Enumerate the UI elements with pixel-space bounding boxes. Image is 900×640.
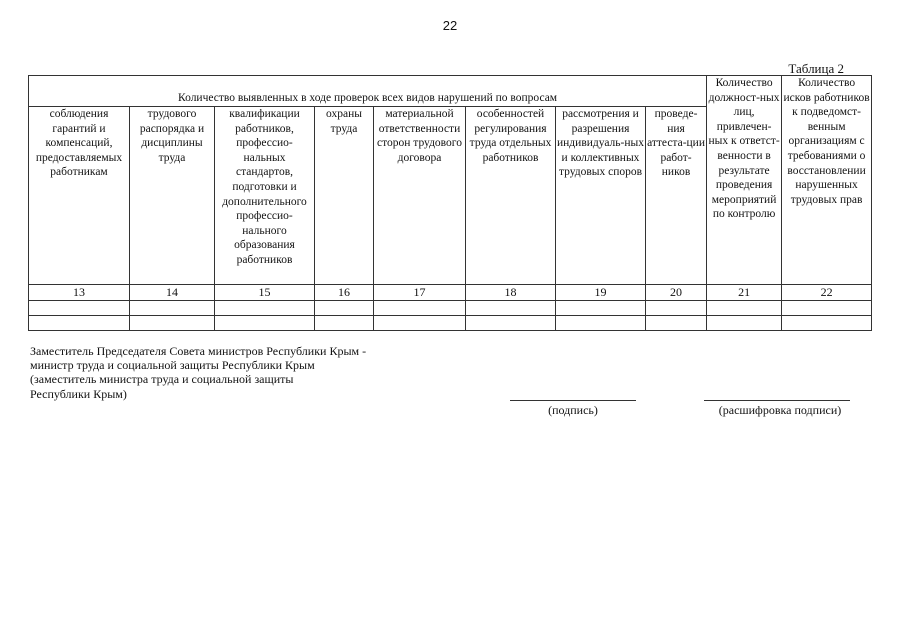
signatory-line: Заместитель Председателя Совета министров Республики Крым - [30,344,367,358]
empty-cell [556,300,646,315]
empty-cell [374,300,466,315]
empty-cell [556,315,646,330]
column-header-22: Количество исков работников к подведомст-венным организациям с требованиями о восстановлении нарушенных трудовых прав [782,76,872,285]
column-number: 19 [556,285,646,301]
column-number: 22 [782,285,872,301]
signatory-block [30,344,366,401]
empty-cell [130,300,215,315]
empty-cell [466,315,556,330]
page-number: 22 [442,18,458,33]
signatory-line: (заместитель министра труда и социальной защиты [30,372,294,387]
column-number-row [29,285,872,301]
empty-cell [782,315,872,330]
column-number: 18 [466,285,556,301]
column-number: 21 [707,285,782,301]
column-header-17: материальной ответственности сторон трудового договора [374,107,466,285]
empty-cell [707,300,782,315]
column-header-21: Количество должност-ных лиц, привлечен-ных к ответст-венности в результате проведения мероприятий по контролю [707,76,782,285]
column-number: 13 [29,285,130,301]
empty-cell [374,315,466,330]
empty-cell [646,315,707,330]
signature-line [510,400,636,401]
group-header: Количество выявленных в ходе проверок всех видов нарушений по вопросам [29,76,707,107]
empty-cell [646,300,707,315]
empty-cell [782,300,872,315]
column-number: 20 [646,285,707,301]
column-header-16: охраны труда [315,107,374,285]
column-header-18: особенностей регулирования труда отдельных работников [466,107,556,285]
empty-cell [130,315,215,330]
decode-line [704,400,850,401]
decode-label: (расшифровка подписи) [718,403,842,417]
column-header-19: рассмотрения и разрешения индивидуаль-ных и коллективных трудовых споров [556,107,646,285]
column-number: 16 [315,285,374,301]
table-title: Таблица 2 [788,61,844,76]
signature-label: (подпись) [548,403,598,417]
signatory-line: Республики Крым) [30,386,127,401]
violations-table [28,75,872,331]
signatory-line: министр труда и социальной защиты Республики Крым [30,358,315,373]
column-number: 15 [215,285,315,301]
empty-cell [315,300,374,315]
column-header-13: соблюдения гарантий и компенсаций, предоставляемых работникам [29,107,130,285]
empty-cell [315,315,374,330]
column-header-15: квалификации работников, профессио-нальных стандартов, подготовки и дополнительного профессио-нального образования работников [215,107,315,285]
empty-cell [29,315,130,330]
column-number: 14 [130,285,215,301]
empty-cell [707,315,782,330]
column-header-20: проведе-ния аттеста-ции работ-ников [646,107,707,285]
empty-cell [215,315,315,330]
empty-cell [466,300,556,315]
empty-row [29,315,872,330]
column-number: 17 [374,285,466,301]
empty-row [29,300,872,315]
empty-cell [215,300,315,315]
empty-cell [29,300,130,315]
column-header-14: трудового распорядка и дисциплины труда [130,107,215,285]
